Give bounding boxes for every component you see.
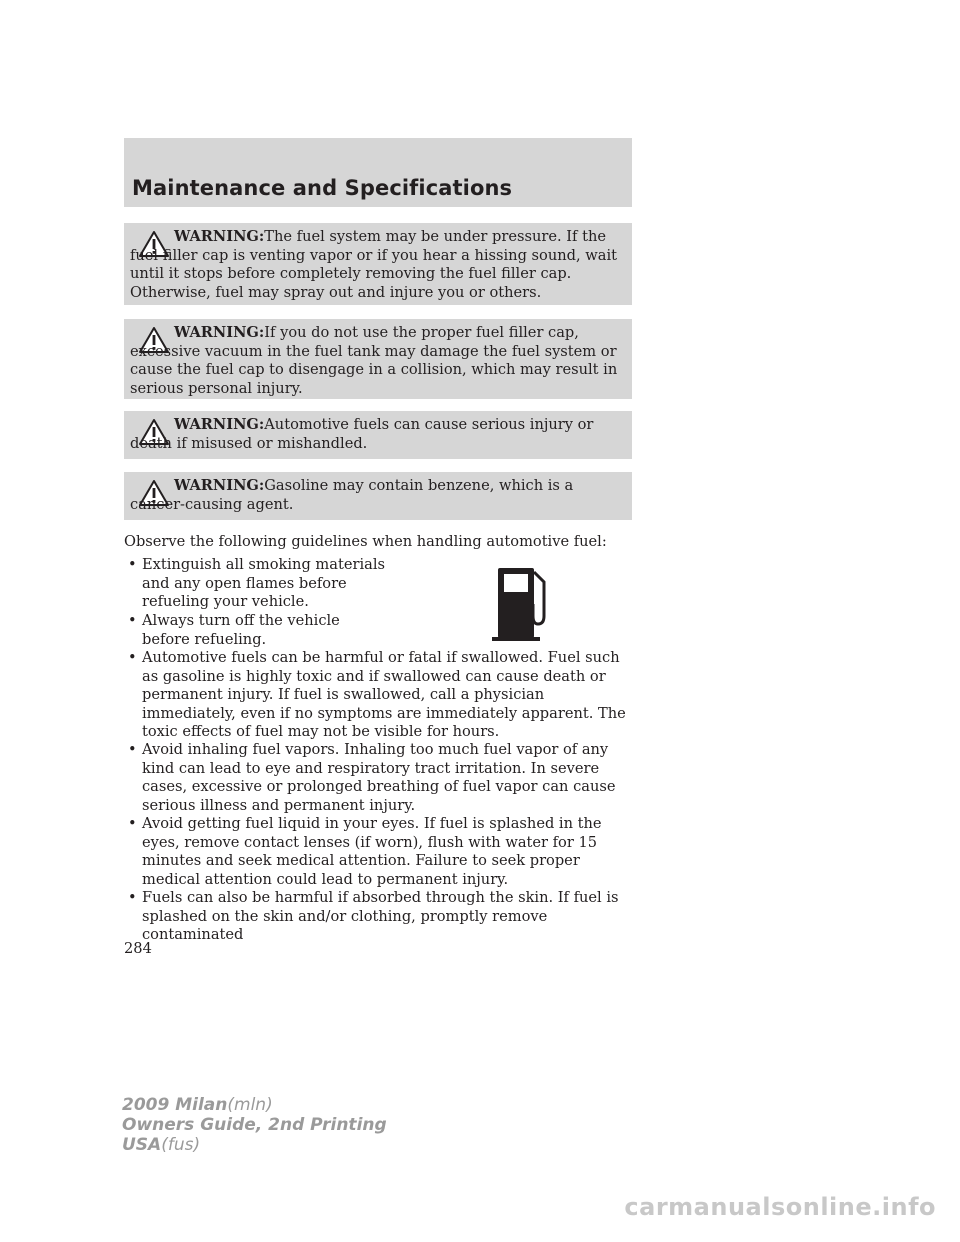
warning-box-filler-cap: [124, 319, 632, 399]
footer: 2009 Milan(mln) Owners Guide, 2nd Printing USA(fus): [122, 1095, 387, 1155]
list-item: • Automotive fuels can be harmful or fatal if swallowed. Fuel such as gasoline is highly toxic and if swallowed can cause death or permanent injury. If fuel is swallowed, call a physician immediately, even if no symptoms are immediately apparent. The toxic effects of fuel may not be visible for hours.: [128, 649, 626, 741]
warning-text: WARNING:Automotive fuels can cause serious injury or death if misused or mishandled.: [130, 416, 594, 452]
list-item: • Extinguish all smoking materials and any open flames before refueling your vehicle.: [128, 556, 385, 611]
warning-box-automotive-fuels: [124, 411, 632, 459]
list-item: • Avoid getting fuel liquid in your eyes. If fuel is splashed in the eyes, remove contact lenses (if worn), flush with water for 15 minutes and seek medical attention. Failure to seek proper medical attention could lead to permanent injury.: [128, 815, 602, 888]
list-item: • Fuels can also be harmful if absorbed through the skin. If fuel is splashed on the skin and/or clothing, promptly remove contaminated: [128, 889, 619, 944]
warning-box-benzene: [124, 472, 632, 520]
list-item: • Always turn off the vehicle before refueling.: [128, 612, 340, 648]
fuel-pump-icon: [488, 564, 552, 644]
page-title: Maintenance and Specifications: [132, 176, 513, 200]
warning-text: WARNING:If you do not use the proper fuel filler cap, excessive vacuum in the fuel tank may damage the fuel system or cause the fuel cap to disengage in a collision, which may result in serious personal injury.: [130, 324, 618, 397]
page-number: 284: [124, 940, 152, 957]
warning-text: WARNING:Gasoline may contain benzene, which is a cancer-causing agent.: [130, 477, 574, 513]
warning-text: WARNING:The fuel system may be under pressure. If the fuel filler cap is venting vapor or if you hear a hissing sound, wait until it stops before completely removing the fuel filler cap. Otherwise, fuel may spray out and injure you or others.: [130, 228, 617, 301]
list-item: • Avoid inhaling fuel vapors. Inhaling too much fuel vapor of any kind can lead to eye and respiratory tract irritation. In severe cases, excessive or prolonged breathing of fuel vapor can cause serious illness and permanent injury.: [128, 741, 616, 814]
watermark: carmanualsonline.info: [624, 1193, 936, 1221]
warning-box-fuel-pressure: [124, 223, 632, 305]
intro-text: Observe the following guidelines when handling automotive fuel:: [124, 533, 607, 550]
